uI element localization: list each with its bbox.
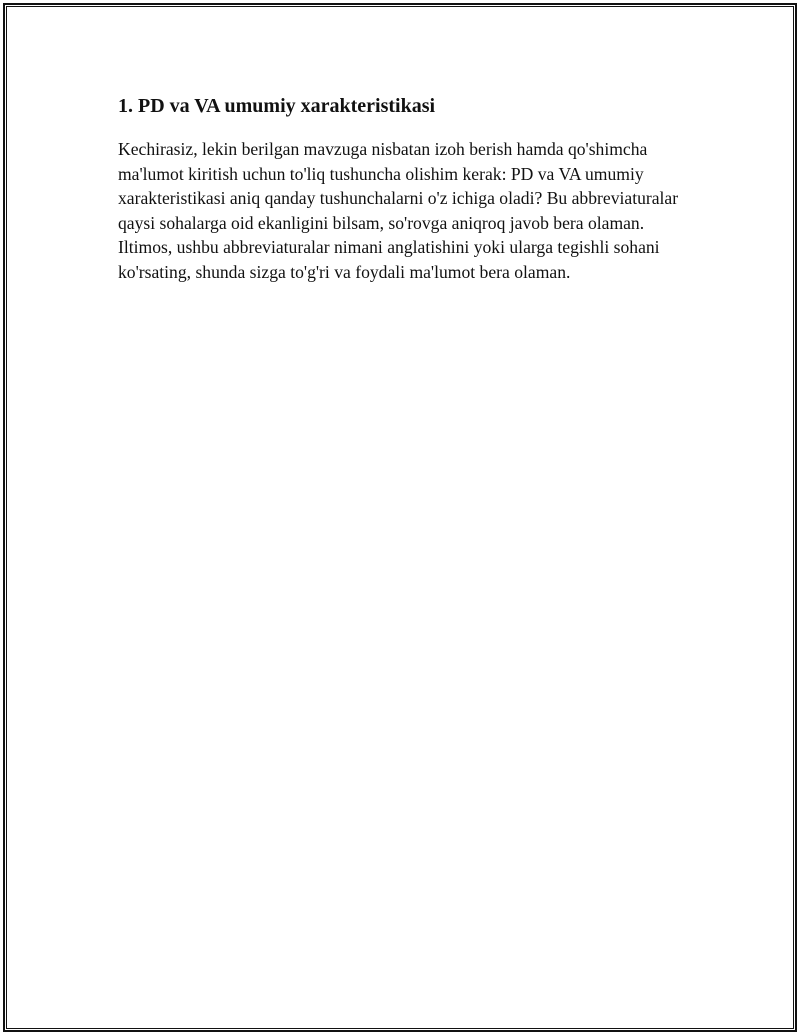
document-content (118, 92, 693, 284)
section-heading: 1. PD va VA umumiy xarakteristikasi (118, 95, 436, 117)
section-paragraph: Kechirasiz, lekin berilgan mavzuga nisbatan izoh berish hamda qo'shimcha ma'lumot kiritish uchun to'liq tushuncha olishim kerak: PD va VA umumiy xarakteristikasi aniq qanday tushunchalarni o'z ichiga oladi? Bu abbreviaturalar qaysi sohalarga oid ekanligini bilsam, so'rovga aniqroq javob bera olaman. Iltimos, ushbu abbreviaturalar nimani anglatishini yoki ularga tegishli sohani ko'rsating, shunda sizga to'g'ri va foydali ma'lumot bera olaman. (118, 139, 679, 282)
